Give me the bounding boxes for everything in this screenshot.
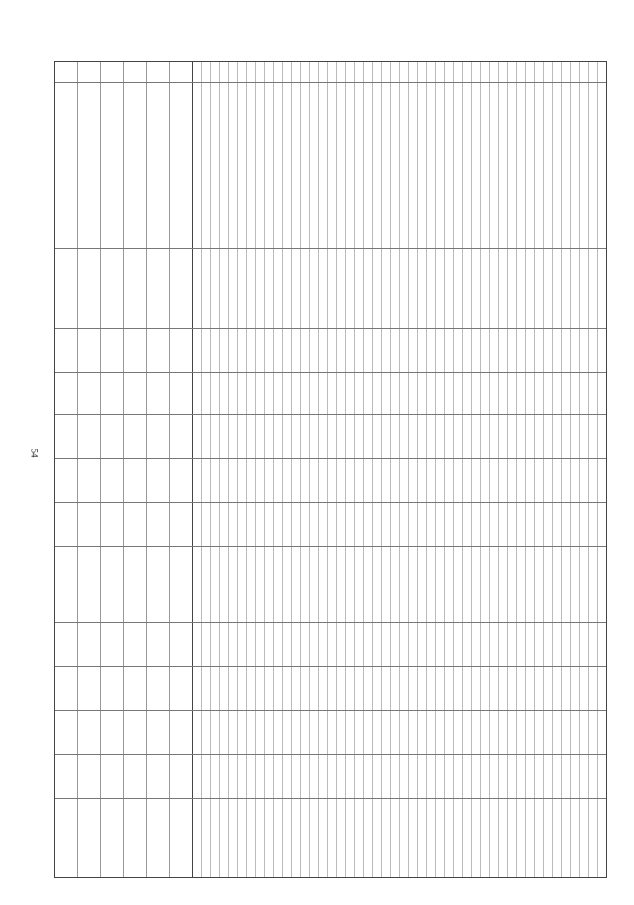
page-number-text: 54 (29, 448, 39, 457)
register-table (54, 61, 607, 878)
table-column-rules (55, 62, 606, 877)
page-number (24, 0, 44, 905)
